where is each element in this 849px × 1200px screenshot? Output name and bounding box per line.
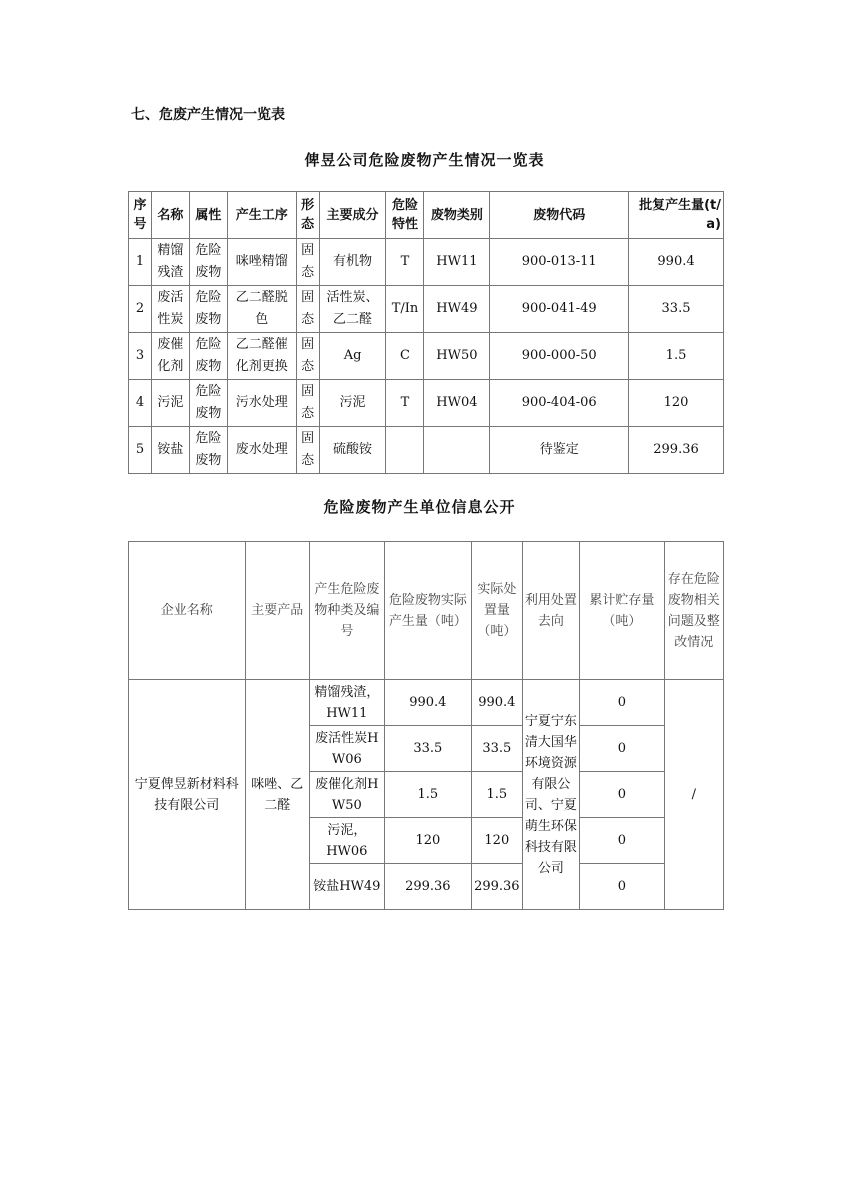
disposed-amount-cell: 120 — [472, 818, 523, 864]
table-cell: 5 — [129, 427, 152, 474]
produced-amount-cell: 299.36 — [384, 864, 471, 910]
table-header-row — [129, 192, 724, 239]
table-cell: 固态 — [296, 427, 319, 474]
header-cell: 属性 — [189, 192, 227, 239]
table-cell: T — [386, 239, 424, 286]
table-cell: 污泥 — [151, 380, 189, 427]
waste-type-cell: 废催化剂HW50 — [310, 772, 385, 818]
table-cell: 2 — [129, 286, 152, 333]
table-cell: 危险废物 — [189, 239, 227, 286]
table-cell: 1.5 — [629, 333, 724, 380]
disposed-amount-cell: 1.5 — [472, 772, 523, 818]
issues-cell: / — [664, 680, 723, 910]
produced-amount-cell: 1.5 — [384, 772, 471, 818]
storage-amount-cell: 0 — [580, 772, 664, 818]
table-cell: 污水处理 — [227, 380, 296, 427]
table-cell: 危险废物 — [189, 427, 227, 474]
storage-amount-cell: 0 — [580, 818, 664, 864]
table-cell: HW04 — [424, 380, 490, 427]
table-cell: 900-041-49 — [490, 286, 629, 333]
table-cell: 污泥 — [319, 380, 386, 427]
waste-info-disclosure-table — [128, 541, 724, 910]
table-row — [129, 680, 724, 726]
table-row — [129, 333, 724, 380]
header-cell: 实际处置量（吨） — [472, 542, 523, 680]
main-products-cell: 咪唑、乙二醛 — [245, 680, 310, 910]
storage-amount-cell: 0 — [580, 864, 664, 910]
disposed-amount-cell: 990.4 — [472, 680, 523, 726]
storage-amount-cell: 0 — [580, 680, 664, 726]
table1-caption: 俾昱公司危险废物产生情况一览表 — [304, 151, 545, 169]
table-cell: 乙二醛催化剂更换 — [227, 333, 296, 380]
table-cell: Ag — [319, 333, 386, 380]
table-cell: 900-404-06 — [490, 380, 629, 427]
table-cell: T — [386, 380, 424, 427]
table-row — [129, 239, 724, 286]
produced-amount-cell: 120 — [384, 818, 471, 864]
table-cell: 固态 — [296, 333, 319, 380]
hazardous-waste-table — [128, 191, 724, 474]
header-cell: 废物类别 — [424, 192, 490, 239]
table-cell: T/In — [386, 286, 424, 333]
table-cell: 900-000-50 — [490, 333, 629, 380]
table-cell: 铵盐 — [151, 427, 189, 474]
header-cell: 主要成分 — [319, 192, 386, 239]
table-cell: 活性炭、乙二醛 — [319, 286, 386, 333]
table-cell — [424, 427, 490, 474]
header-cell: 危险特性 — [386, 192, 424, 239]
table-cell: 危险废物 — [189, 333, 227, 380]
header-cell: 序号 — [129, 192, 152, 239]
table-cell: 固态 — [296, 239, 319, 286]
header-cell: 名称 — [151, 192, 189, 239]
table-row — [129, 286, 724, 333]
table-cell: 4 — [129, 380, 152, 427]
table-cell: 待鉴定 — [490, 427, 629, 474]
table-cell: 废活性炭 — [151, 286, 189, 333]
table-cell: HW49 — [424, 286, 490, 333]
header-cell: 危险废物实际产生量（吨） — [384, 542, 471, 680]
header-cell: 累计贮存量（吨） — [580, 542, 664, 680]
table2-caption: 危险废物产生单位信息公开 — [323, 498, 516, 516]
table-cell: 33.5 — [629, 286, 724, 333]
disposed-amount-cell: 33.5 — [472, 726, 523, 772]
table-cell: 废催化剂 — [151, 333, 189, 380]
table-cell: 990.4 — [629, 239, 724, 286]
table-cell: 废水处理 — [227, 427, 296, 474]
header-cell: 批复产生量(t/a) — [629, 192, 724, 239]
table-row — [129, 427, 724, 474]
table-cell: 精馏残渣 — [151, 239, 189, 286]
table-cell: 900-013-11 — [490, 239, 629, 286]
table-cell: 危险废物 — [189, 286, 227, 333]
waste-type-cell: 精馏残渣，HW11 — [310, 680, 385, 726]
header-cell: 废物代码 — [490, 192, 629, 239]
table-cell: 3 — [129, 333, 152, 380]
table-cell: 硫酸铵 — [319, 427, 386, 474]
table-cell: 咪唑精馏 — [227, 239, 296, 286]
disposed-amount-cell: 299.36 — [472, 864, 523, 910]
header-cell: 主要产品 — [245, 542, 310, 680]
storage-amount-cell: 0 — [580, 726, 664, 772]
header-cell: 产生危险废物种类及编号 — [310, 542, 385, 680]
table-cell: C — [386, 333, 424, 380]
header-cell: 企业名称 — [129, 542, 246, 680]
waste-type-cell: 污泥，HW06 — [310, 818, 385, 864]
company-name-cell: 宁夏俾昱新材料科技有限公司 — [129, 680, 246, 910]
table-cell: HW50 — [424, 333, 490, 380]
table-cell: 120 — [629, 380, 724, 427]
table-header-row — [129, 542, 724, 680]
disposal-destination-cell: 宁夏宁东清大国华环境资源有限公司、宁夏萌生环保科技有限公司 — [522, 680, 580, 910]
produced-amount-cell: 33.5 — [384, 726, 471, 772]
produced-amount-cell: 990.4 — [384, 680, 471, 726]
section-title: 七、危废产生情况一览表 — [131, 107, 285, 123]
table-cell: 固态 — [296, 286, 319, 333]
table-row — [129, 380, 724, 427]
waste-type-cell: 废活性炭HW06 — [310, 726, 385, 772]
table-cell: 299.36 — [629, 427, 724, 474]
table-cell: 乙二醛脱色 — [227, 286, 296, 333]
table-cell: 固态 — [296, 380, 319, 427]
table-cell: HW11 — [424, 239, 490, 286]
header-cell: 形态 — [296, 192, 319, 239]
table-cell: 有机物 — [319, 239, 386, 286]
header-cell: 存在危险废物相关问题及整改情况 — [664, 542, 723, 680]
waste-type-cell: 铵盐HW49 — [310, 864, 385, 910]
table-cell: 危险废物 — [189, 380, 227, 427]
table-cell — [386, 427, 424, 474]
header-cell: 利用处置去向 — [522, 542, 580, 680]
header-cell: 产生工序 — [227, 192, 296, 239]
table-cell: 1 — [129, 239, 152, 286]
